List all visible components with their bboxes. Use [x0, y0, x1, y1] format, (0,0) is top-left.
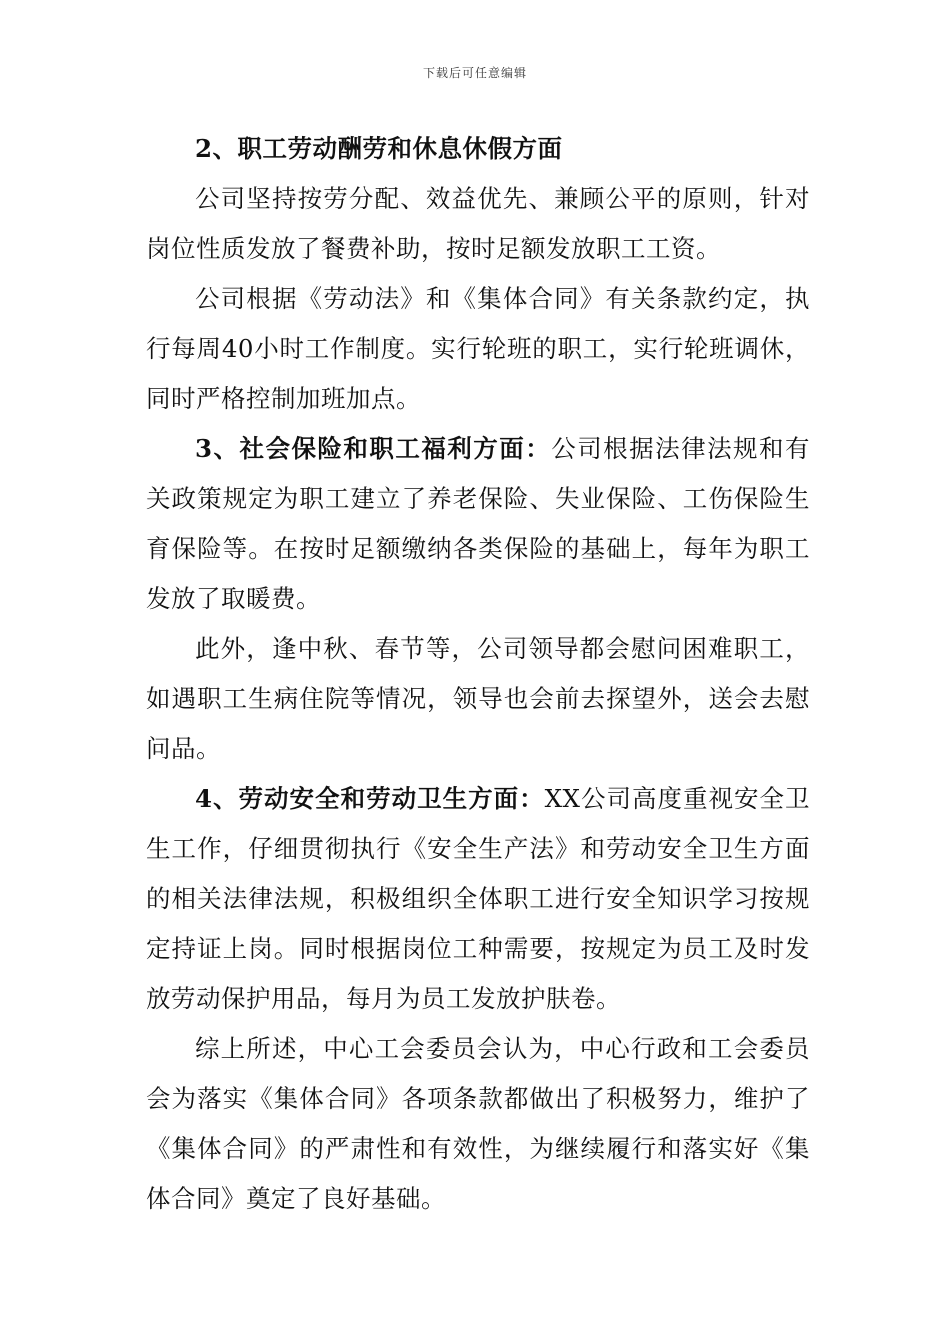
section-2-paragraph-1: 公司坚持按劳分配、效益优先、兼顾公平的原则，针对岗位性质发放了餐费补助，按时足额发放职工工资。 — [146, 184, 810, 263]
section-3-heading: 3、社会保险和职工福利方面： — [195, 434, 552, 463]
section-2-heading: 2、职工劳动酬劳和休息休假方面 — [195, 134, 563, 163]
section-4-paragraph-1 — [146, 774, 810, 1024]
section-3-paragraph-1-text: 公司根据法律法规和有关政策规定为职工建立了养老保险、失业保险、工伤保险生育保险等。在按时足额缴纳各类保险的基础上，每年为职工发放了取暖费。 — [146, 434, 811, 613]
section-2-paragraph-2: 公司根据《劳动法》和《集体合同》有关条款约定，执行每周40小时工作制度。实行轮班的职工，实行轮班调休，同时严格控制加班加点。 — [146, 284, 810, 413]
document-body — [146, 124, 810, 1224]
summary-paragraph: 综上所述，中心工会委员会认为，中心行政和工会委员会为落实《集体合同》各项条款都做出了积极努力，维护了《集体合同》的严肃性和有效性，为继续履行和落实好《集体合同》奠定了良好基础。 — [146, 1034, 810, 1213]
section-4-heading: 4、劳动安全和劳动卫生方面： — [195, 784, 545, 813]
section-3-paragraph-2: 此外，逢中秋、春节等，公司领导都会慰问困难职工，如遇职工生病住院等情况，领导也会前去探望外，送会去慰问品。 — [146, 634, 810, 763]
header-note: 下载后可任意编辑 — [422, 66, 527, 80]
section-3-paragraph-1 — [146, 424, 810, 624]
section-4-paragraph-1-text: XX公司高度重视安全卫生工作，仔细贯彻执行《安全生产法》和劳动安全卫生方面的相关法律法规，积极组织全体职工进行安全知识学习按规定持证上岗。同时根据岗位工种需要，按规定为员工及时发放劳动保护用品，每月为员工发放护肤卷。 — [146, 784, 811, 1013]
